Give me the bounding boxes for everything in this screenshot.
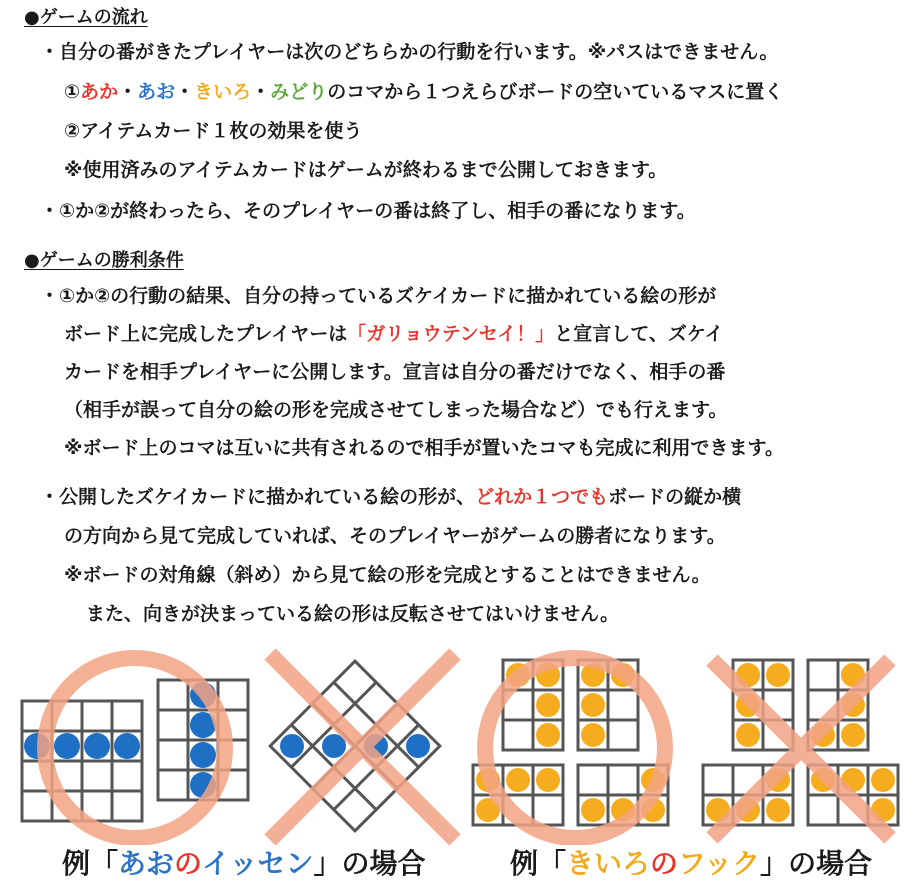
win-p1-line2-text: ボード上に完成したプレイヤーは <box>64 323 348 345</box>
color-yellow-label: きいろ <box>194 81 252 103</box>
win-p2-note2: また、向きが決まっている絵の形は反転させてはいけません。 <box>86 603 620 625</box>
win-p1-line2 <box>64 322 724 346</box>
separator: ・ <box>118 81 138 103</box>
win-declaration: 「ガリョウテンセイ！」 <box>347 323 555 345</box>
win-p1-line1: ・①か②の行動の結果、自分の持っているズケイカードに描かれている絵の形が <box>40 285 717 307</box>
section-heading-win: ●ゲームの勝利条件 <box>24 250 184 271</box>
caption-prefix: 例「 <box>62 847 119 880</box>
flow-end: ・①か②が終わったら、そのプレイヤーの番は終了し、相手の番になります。 <box>40 200 696 222</box>
caption-suffix: 」の場合 <box>760 847 873 880</box>
win-p2-line1-text: ・公開したズケイカードに描かれている絵の形が、 <box>40 486 476 508</box>
flow-option-2: ②アイテムカード１枚の効果を使う <box>64 120 363 142</box>
caption-particle: の <box>174 847 203 880</box>
win-p2-line2: の方向から見て完成していれば、そのプレイヤーがゲームの勝者になります。 <box>64 525 726 547</box>
win-emphasis: どれか１つでも <box>475 486 609 508</box>
caption-hook <box>510 846 872 882</box>
caption-issen <box>62 846 426 882</box>
caption-color-name: きいろ <box>566 847 651 880</box>
caption-color-name: あお <box>118 847 175 880</box>
color-red-label: あか <box>80 81 119 103</box>
caption-shape-name: イッセン <box>202 847 314 880</box>
color-green-label: みどり <box>270 81 328 103</box>
caption-shape-name: フック <box>678 847 761 880</box>
win-p1-note: ※ボード上のコマは互いに共有されるので相手が置いたコマも完成に利用できます。 <box>64 437 784 459</box>
color-blue-label: あお <box>137 81 176 103</box>
flow-option-1 <box>64 80 783 104</box>
section-heading-flow: ●ゲームの流れ <box>24 7 148 28</box>
option-1-text: のコマから１つえらびボードの空いているマスに置く <box>327 81 784 103</box>
caption-prefix: 例「 <box>510 847 567 880</box>
option-1-number: ① <box>64 81 81 103</box>
separator: ・ <box>175 81 195 103</box>
example-illustrations <box>0 640 918 845</box>
caption-particle: の <box>650 847 679 880</box>
separator: ・ <box>251 81 271 103</box>
win-p2-line1-text-end: ボードの縦か横 <box>608 486 742 508</box>
flow-note: ※使用済みのアイテムカードはゲームが終わるまで公開しておきます。 <box>64 159 668 181</box>
caption-suffix: 」の場合 <box>313 847 426 880</box>
win-p1-line4: （相手が誤って自分の絵の形を完成させてしまった場合など）でも行えます。 <box>64 399 728 421</box>
flow-intro: ・自分の番がきたプレイヤーは次のどちらかの行動を行います。※パスはできません。 <box>40 41 779 63</box>
win-p1-line3: カードを相手プレイヤーに公開します。宣言は自分の番だけでなく、相手の番 <box>64 361 726 383</box>
win-p2-line1 <box>40 485 741 509</box>
win-p1-line2-text-end: と宣言して、ズケイ <box>554 323 724 345</box>
win-p2-note1: ※ボードの対角線（斜め）から見て絵の形を完成とすることはできません。 <box>64 564 711 586</box>
